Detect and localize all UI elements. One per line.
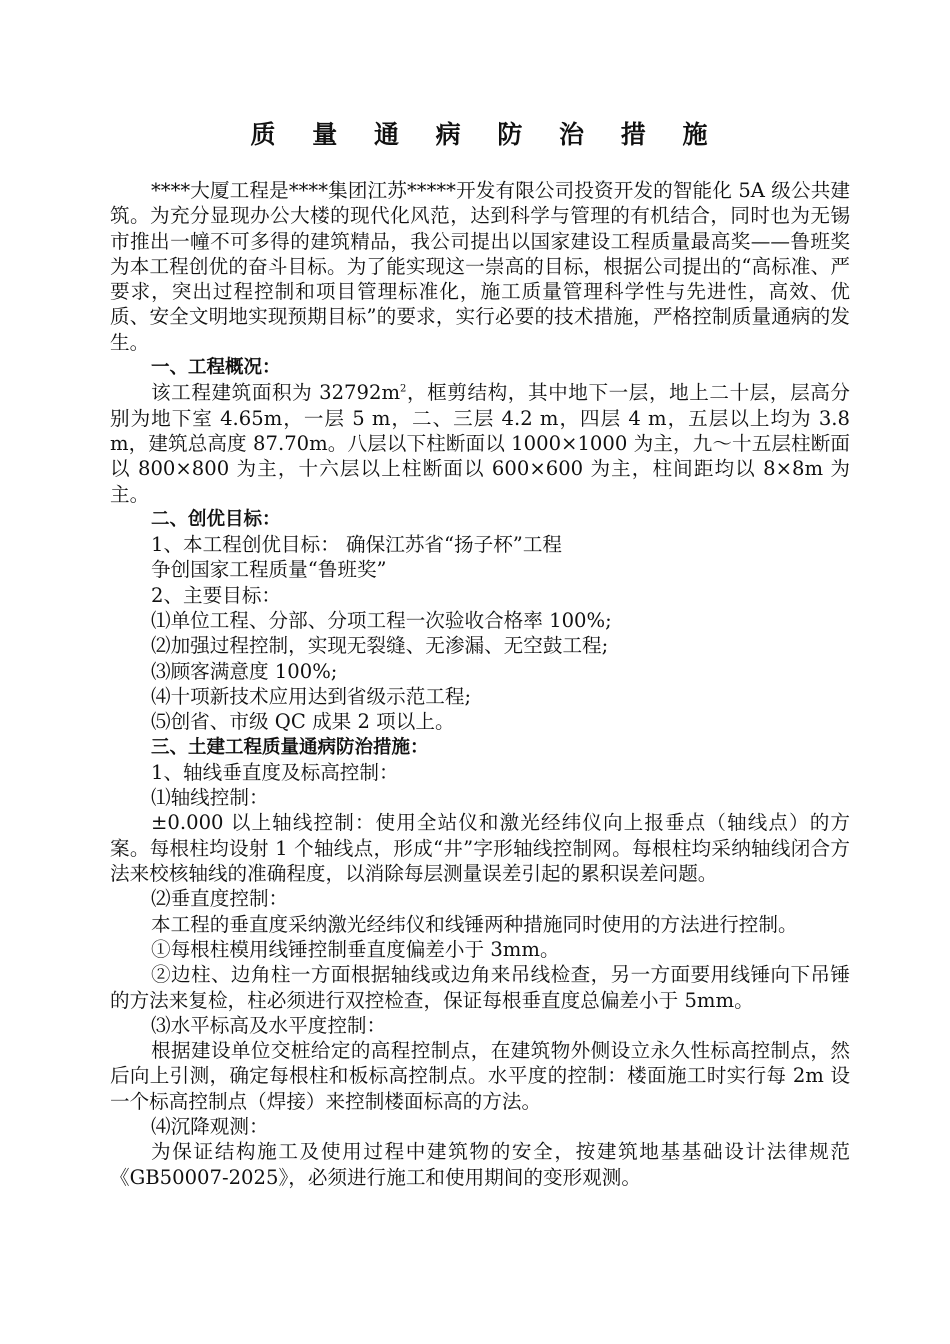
vertical-control-item-1: ①每根柱模用线锤控制垂直度偏差小于 3mm。 — [151, 937, 560, 961]
area-superscript: 2 — [400, 383, 407, 395]
axis-control-title: ⑴轴线控制： — [151, 786, 269, 810]
vertical-control-text: 本工程的垂直度采纳激光经纬仪和线锤两种措施同时使用的方法进行控制。 — [151, 912, 798, 936]
settlement-title: ⑷沉降观测： — [151, 1114, 269, 1138]
overview-text-a: 该工程建筑面积为 32792m — [151, 381, 401, 405]
axis-control-text: ±0.000 以上轴线控制：使用全站仪和激光经纬仪向上报垂点（轴线点）的方案。每根柱均设射 1 个轴线点，形成“井”字形轴线控制网。每根柱均采纳轴线闭合方法来校核轴线的准确程度，以消除每层测量误差引起的累积误差问题。 — [110, 811, 850, 886]
goal-item: ⑷十项新技术应用达到省级示范工程; — [151, 684, 472, 708]
section-heading-goals: 二、创优目标： — [151, 508, 281, 530]
intro-paragraph: ****大厦工程是****集团江苏*****开发有限公司投资开发的智能化 5A 级公共建筑。为充分显现办公大楼的现代化风范，达到科学与管理的有机结合，同时也为无锡市推出一幢不可多得的建筑精品，我公司提出以国家建设工程质量最高奖——鲁班奖为本工程创优的奋斗目标。为了能实现这一崇高的目标，根据公司提出的“高标准、严要求，突出过程控制和项目管理标准化，施工质量管理科学性与先进性，高效、优质、安全文明地实现预期目标”的要求，实行必要的技术措施，严格控制质量通病的发生。 — [110, 179, 850, 354]
goal-item: ⑵加强过程控制，实现无裂缝、无渗漏、无空鼓工程; — [151, 634, 609, 658]
subsection-axis-vertical-level: 1、轴线垂直度及标高控制： — [151, 760, 399, 784]
section-heading-overview: 一、工程概况： — [151, 357, 281, 379]
vertical-control-title: ⑵垂直度控制： — [151, 887, 289, 911]
settlement-text: 为保证结构施工及使用过程中建筑物的安全，按建筑地基基础设计法律规范《GB50007-2025》，必须进行施工和使用期间的变形观测。 — [110, 1140, 850, 1189]
level-control-title: ⑶水平标高及水平度控制： — [151, 1013, 387, 1037]
level-control-text: 根据建设单位交桩给定的高程控制点，在建筑物外侧设立永久性标高控制点，然后向上引测，确定每根柱和板标高控制点。水平度的控制：楼面施工时实行每 2m 设一个标高控制点（焊接）来控制楼面标高的方法。 — [110, 1039, 850, 1113]
overview-text-b: ，框剪结构，其中地下一层，地上二十层，层高分别为地下室 4.65m，一层 5 m，二、三层 4.2 m，四层 4 m，五层以上均为 3.8 m，建筑总高度 87.70m。八层以下柱断面以 1000×1000 为主，九～十五层柱断面以 800×800 为主，十六层以上柱断面以 600×600 为主，柱间距均以 8×8m 为主。 — [110, 381, 851, 506]
goal-item: ⑸创省、市级 QC 成果 2 项以上。 — [151, 710, 455, 734]
goal-2: 2、主要目标： — [151, 583, 282, 607]
goal-item: ⑶顾客满意度 100%; — [151, 659, 338, 683]
document-page — [110, 118, 850, 1190]
goal-1: 1、本工程创优目标： 确保江苏省“扬子杯”工程 — [151, 533, 563, 557]
vertical-control-item-2: ②边柱、边角柱一方面根据轴线或边角来吊线检查，另一方面要用线锤向下吊锤的方法来复检，柱必须进行双控检查，保证每根垂直度总偏差小于 5mm。 — [110, 963, 850, 1012]
section-heading-measures: 三、土建工程质量通病防治措施： — [151, 736, 429, 758]
goal-1-continued: 争创国家工程质量“鲁班奖” — [151, 558, 387, 582]
goal-item: ⑴单位工程、分部、分项工程一次验收合格率 100%; — [151, 609, 612, 633]
page-title: 质 量 通 病 防 治 措 施 — [250, 120, 722, 149]
overview-paragraph — [110, 380, 850, 506]
